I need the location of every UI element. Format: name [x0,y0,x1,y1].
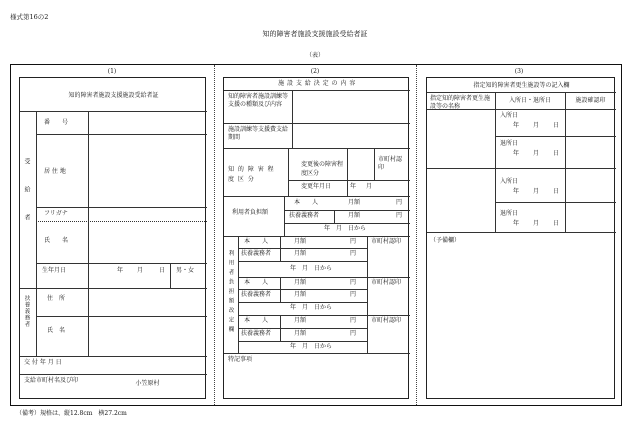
panel-1-number: (1) [107,68,117,75]
change2-self-yen: 円 [350,279,357,286]
change3-city-seal: 市町村認印 [371,317,402,324]
in-out-date-header: 入所日・退所日 [508,97,551,104]
fold-line-1 [214,65,215,405]
issue-date-label: 交 付 年 月 日 [24,359,62,366]
disability-class-label: 知 的 障 害 程 度 区 分 [228,166,275,183]
change1-guardian-monthly: 月額 [294,250,307,257]
entry2-admission: 入所日 [500,178,519,185]
change1-self-monthly: 月額 [294,238,307,245]
change3-self: 本 人 [244,317,269,324]
confirm-seal-header: 施設確認印 [575,97,606,104]
fold-line-2 [416,65,417,405]
entry1-discharge-day: 日 [553,150,560,157]
change3-guardian-yen: 円 [350,330,357,337]
recipient-group-label: 受給者 [23,158,30,242]
panel-3-title: 指定知的障害者更生施設等の記入欄 [473,82,570,89]
change3-guardian: 扶養義務者 [241,330,272,337]
change1-from-date: 年 月 日から [290,265,333,272]
burden-guardian-label: 扶養義務者 [289,212,320,219]
service-type-label: 知的障害者施設訓練等支援の種類及び内容 [228,93,289,109]
birth-day: 日 [159,267,166,274]
facility-name-label: 指定知的障害者更生施設等の名称 [430,95,491,111]
change-date-label: 変更年月日 [301,183,332,190]
change2-guardian: 扶養義務者 [241,291,272,298]
gender-label: 男・女 [176,267,195,274]
change1-guardian-yen: 円 [350,250,357,257]
change2-self: 本 人 [244,279,269,286]
change2-from-date: 年 月 日から [290,304,333,311]
change3-guardian-monthly: 月額 [294,330,307,337]
panel-1-recipient-card [19,77,206,399]
entry1-discharge-month: 月 [533,150,540,157]
birth-month: 月 [137,267,144,274]
address-label: 居 住 地 [44,168,66,175]
burden-self-label: 本 人 [294,199,319,206]
entry2-admission-day: 日 [553,188,560,195]
birthdate-label: 生年月日 [42,267,67,274]
entry2-admission-year: 年 [513,188,520,195]
panel-3-number: (3) [514,68,524,75]
change1-self-yen: 円 [350,238,357,245]
issuer-value: 小笠原村 [135,380,160,387]
entry1-admission-month: 月 [533,122,540,129]
entry2-discharge-year: 年 [513,220,520,227]
user-burden-label: 利用者負担額 [232,209,269,216]
burden-guardian-monthly: 月額 [348,212,361,219]
change3-from-date: 年 月 日から [290,343,333,350]
change2-guardian-monthly: 月額 [294,291,307,298]
document-title: 知的障害者施設支援施設受給者証 [262,30,368,38]
burden-self-yen: 円 [396,199,403,206]
change2-self-monthly: 月額 [294,279,307,286]
change1-self: 本 人 [244,238,269,245]
side-label: （表） [305,52,324,59]
birth-year: 年 [117,267,124,274]
name-label: 氏 名 [44,237,69,244]
notes-label: 特記事項 [228,356,253,363]
reserve-label: （予備欄） [430,237,461,244]
guardian-address-label: 住 所 [47,295,66,302]
panel-2-title: 施 設 支 給 決 定 の 内 容 [278,80,356,87]
entry1-admission: 入所日 [500,112,519,119]
guardian-name-label: 氏 名 [47,327,66,334]
change1-city-seal: 市町村認印 [371,238,402,245]
entry2-discharge: 退所日 [500,210,519,217]
number-label: 番 号 [44,119,69,126]
footer-note: （備考）規格は、縦12.8cm 横27.2cm [16,410,127,417]
burden-self-monthly: 月額 [348,199,361,206]
burden-change-label: 利用者負担額改定欄 [227,250,234,336]
form-number: 様式第16の2 [10,13,49,21]
panel-2-decision-content [223,77,409,399]
entry1-discharge-year: 年 [513,150,520,157]
furigana-label: フリガナ [44,210,68,217]
change3-self-monthly: 月額 [294,317,307,324]
burden-guardian-yen: 円 [396,212,403,219]
entry2-admission-month: 月 [533,188,540,195]
entry1-admission-day: 日 [553,122,560,129]
change1-guardian: 扶養義務者 [241,250,272,257]
entry1-admission-year: 年 [513,122,520,129]
entry2-discharge-day: 日 [553,220,560,227]
class-city-seal: 市町村認印 [378,156,403,172]
change-date-month: 月 [366,183,373,190]
period-label: 施設訓練等支援費支給期間 [228,126,289,142]
change2-guardian-yen: 円 [350,291,357,298]
panel-2-number: (2) [310,68,320,75]
change2-city-seal: 市町村認印 [371,279,402,286]
entry2-discharge-month: 月 [533,220,540,227]
issuer-label: 支給市町村名及び印 [24,377,79,384]
change3-self-yen: 円 [350,317,357,324]
panel-3-facility-entry [426,77,615,399]
entry1-discharge: 退所日 [500,140,519,147]
burden-from-date: 年 月 日から [324,225,367,232]
change-date-year: 年 [350,183,357,190]
guardian-group-label: 扶養義務者 [23,295,30,328]
panel-1-title: 知的障害者施設支援施設受給者証 [68,92,159,99]
class-after-change-label: 変更後の障害程度区分 [301,161,344,177]
